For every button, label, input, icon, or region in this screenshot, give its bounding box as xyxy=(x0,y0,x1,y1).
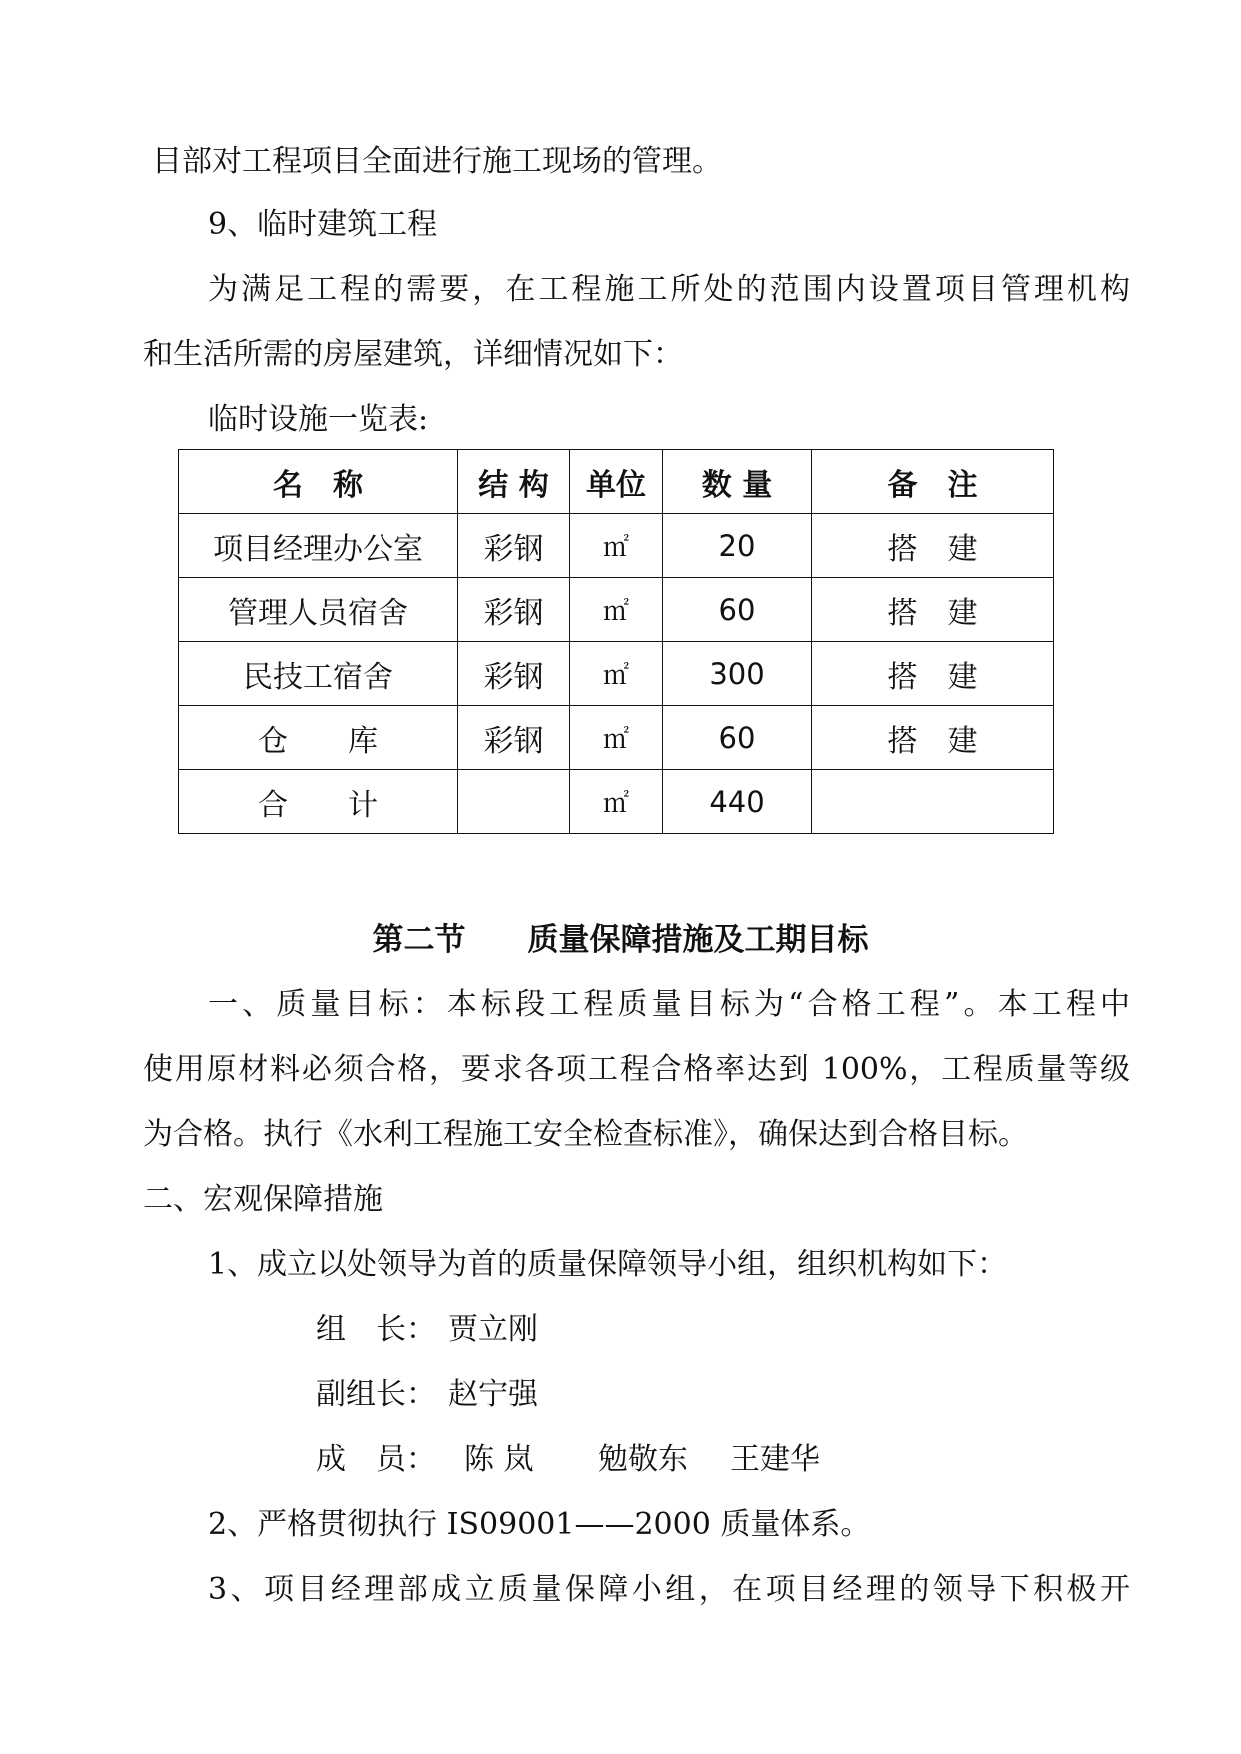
table-row xyxy=(179,642,1054,706)
item-9-heading: 9、临时建筑工程 xyxy=(208,207,438,242)
cell-note: 搭 建 xyxy=(812,706,1054,770)
quality-goal-line3: 为合格。执行《水利工程施工安全检查标准》，确保达到合格目标。 xyxy=(143,1117,1028,1152)
cell-structure: 彩钢 xyxy=(458,578,570,642)
measure-3: 3、项目经理部成立质量保障小组，在项目经理的领导下积极开 xyxy=(208,1572,1130,1607)
cell-unit: ㎡ xyxy=(570,642,663,706)
temporary-facilities-table xyxy=(178,449,1054,834)
cell-name: 合 计 xyxy=(179,770,458,834)
member-name: 王建华 xyxy=(730,1442,820,1477)
macro-measures-heading: 二、宏观保障措施 xyxy=(143,1182,383,1217)
quality-goal-line2: 使用原材料必须合格，要求各项工程合格率达到 100%，工程质量等级 xyxy=(143,1052,1130,1087)
table-caption: 临时设施一览表: xyxy=(208,402,429,437)
table-header-row xyxy=(179,450,1054,514)
cell-structure: 彩钢 xyxy=(458,706,570,770)
member-name: 勉敬东 xyxy=(598,1442,688,1477)
cell-name: 项目经理办公室 xyxy=(179,514,458,578)
header-unit: 单位 xyxy=(570,450,663,514)
measure-1: 1、成立以处领导为首的质量保障领导小组，组织机构如下： xyxy=(208,1247,1008,1282)
paragraph-facilities-line1: 为满足工程的需要，在工程施工所处的范围内设置项目管理机构 xyxy=(208,272,1130,307)
cell-structure xyxy=(458,770,570,834)
paragraph-facilities-line2: 和生活所需的房屋建筑，详细情况如下： xyxy=(143,337,683,372)
members-label: 成 员： xyxy=(316,1442,436,1477)
cell-note xyxy=(812,770,1054,834)
cell-quantity: 60 xyxy=(663,706,812,770)
cell-structure: 彩钢 xyxy=(458,514,570,578)
cell-unit: ㎡ xyxy=(570,706,663,770)
paragraph-continuation: 目部对工程项目全面进行施工现场的管理。 xyxy=(152,144,722,179)
table-row xyxy=(179,706,1054,770)
table-row xyxy=(179,514,1054,578)
cell-unit: ㎡ xyxy=(570,514,663,578)
header-note: 备 注 xyxy=(812,450,1054,514)
quality-goal-line1: 一、质量目标：本标段工程质量目标为“合格工程”。本工程中 xyxy=(208,987,1130,1022)
cell-name: 仓 库 xyxy=(179,706,458,770)
header-quantity: 数 量 xyxy=(663,450,812,514)
header-name: 名 称 xyxy=(179,450,458,514)
cell-unit: ㎡ xyxy=(570,578,663,642)
cell-quantity: 20 xyxy=(663,514,812,578)
cell-quantity: 300 xyxy=(663,642,812,706)
cell-note: 搭 建 xyxy=(812,642,1054,706)
cell-note: 搭 建 xyxy=(812,514,1054,578)
cell-quantity: 440 xyxy=(663,770,812,834)
leader-label: 组 长： xyxy=(316,1312,436,1347)
cell-structure: 彩钢 xyxy=(458,642,570,706)
measure-2: 2、严格贯彻执行 IS09001——2000 质量体系。 xyxy=(208,1507,871,1542)
cell-name: 管理人员宿舍 xyxy=(179,578,458,642)
deputy-label: 副组长： xyxy=(316,1377,436,1412)
section-title: 第二节 质量保障措施及工期目标 xyxy=(372,922,869,958)
table-row-total xyxy=(179,770,1054,834)
cell-unit: ㎡ xyxy=(570,770,663,834)
table-row xyxy=(179,578,1054,642)
leader-name: 贾立刚 xyxy=(448,1312,538,1347)
deputy-name: 赵宁强 xyxy=(448,1377,538,1412)
cell-note: 搭 建 xyxy=(812,578,1054,642)
member-name: 陈 岚 xyxy=(464,1442,534,1477)
cell-quantity: 60 xyxy=(663,578,812,642)
cell-name: 民技工宿舍 xyxy=(179,642,458,706)
header-structure: 结 构 xyxy=(458,450,570,514)
